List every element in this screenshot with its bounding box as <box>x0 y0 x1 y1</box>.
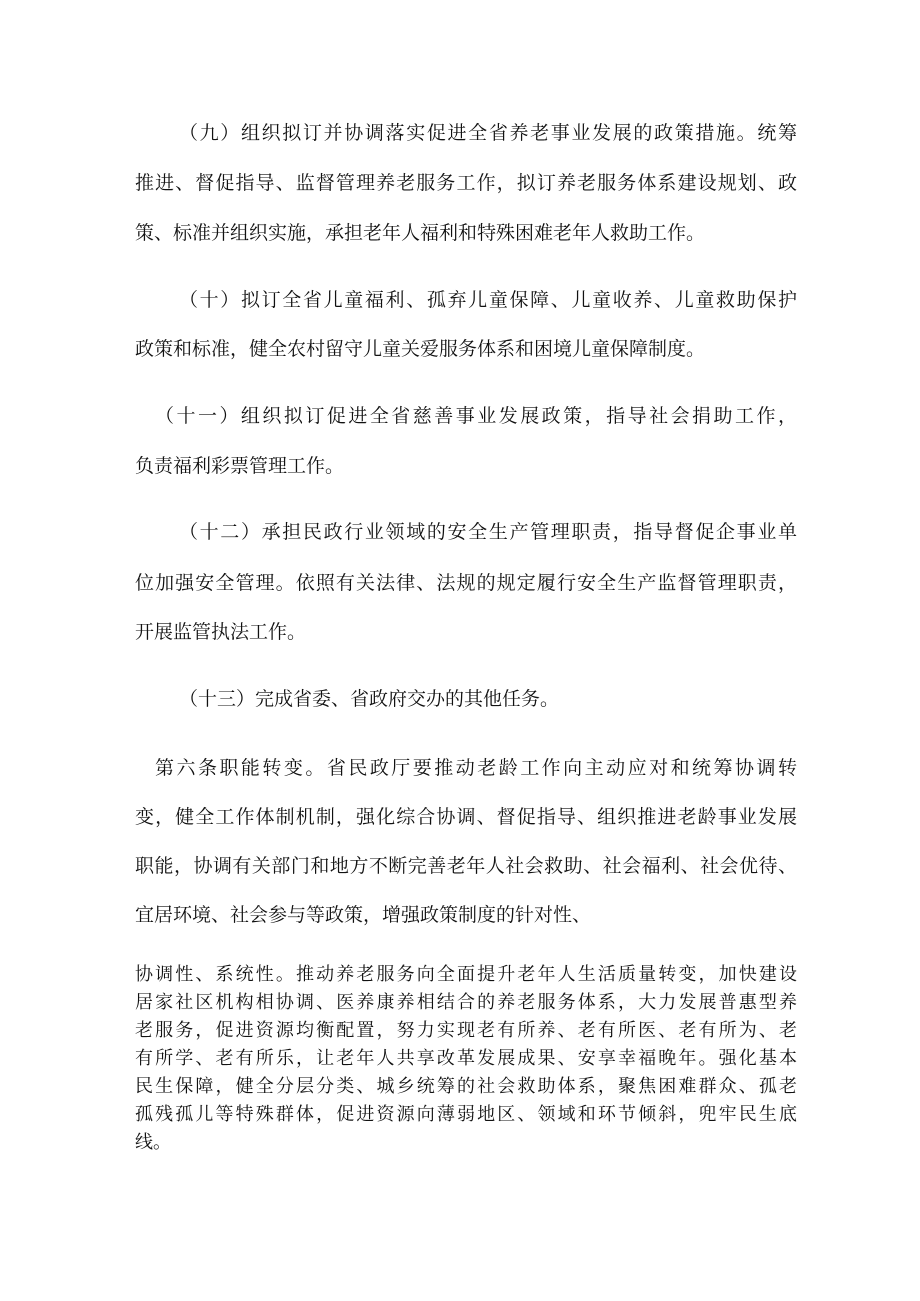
text-line: 有所学、老有所乐，让老年人共享改革发展成果、安享幸福晚年。强化基本 <box>135 1048 797 1069</box>
text-line: 政策和标准，健全农村留守儿童关爱服务体系和困境儿童保障制度。 <box>135 338 706 360</box>
text-line: 推进、督促指导、监督管理养老服务工作，拟订养老服务体系建设规划、政 <box>135 172 797 194</box>
text-line: 负责福利彩票管理工作。 <box>135 455 345 477</box>
text-line: 变，健全工作体制机制，强化综合协调、督促指导、组织推进老龄事业发展 <box>135 806 797 828</box>
text-line: 宜居环境、社会参与等政策，增强政策制度的针对性、 <box>135 904 592 926</box>
text-line: 职能，协调有关部门和地方不断完善老年人社会救助、社会福利、社会优待、 <box>135 855 797 877</box>
text-line: 位加强安全管理。依照有关法律、法规的规定履行安全生产监督管理职责， <box>135 572 797 594</box>
text-line: （十三）完成省委、省政府交办的其他任务。 <box>179 688 560 710</box>
text-line: （十）拟订全省儿童福利、孤弃儿童保障、儿童收养、儿童救助保护 <box>179 289 797 311</box>
text-line: 第六条职能转变。省民政厅要推动老龄工作向主动应对和统筹协调转 <box>155 757 797 779</box>
text-line: 线。 <box>135 1132 171 1153</box>
text-line: 协调性、系统性。推动养老服务向全面提升老年人生活质量转变，加快建设 <box>135 964 797 985</box>
text-line: （十二）承担民政行业领域的安全生产管理职责，指导督促企事业单 <box>179 521 797 543</box>
text-line: （九）组织拟订并协调落实促进全省养老事业发展的政策措施。统筹 <box>179 122 797 144</box>
text-line: 居家社区机构相协调、医养康养相结合的养老服务体系，大力发展普惠型养 <box>135 992 797 1013</box>
text-line: 孤残孤儿等特殊群体，促进资源向薄弱地区、领域和环节倾斜，兜牢民生底 <box>135 1104 797 1125</box>
text-line: （十一）组织拟订促进全省慈善事业发展政策，指导社会捐助工作， <box>155 405 797 427</box>
text-line: 老服务，促进资源均衡配置，努力实现老有所养、老有所医、老有所为、老 <box>135 1020 797 1041</box>
text-line: 策、标准并组织实施，承担老年人福利和特殊困难老年人救助工作。 <box>135 222 706 244</box>
text-line: 开展监管执法工作。 <box>135 621 307 643</box>
text-line: 民生保障，健全分层分类、城乡统筹的社会救助体系，聚焦困难群众、孤老 <box>135 1076 797 1097</box>
